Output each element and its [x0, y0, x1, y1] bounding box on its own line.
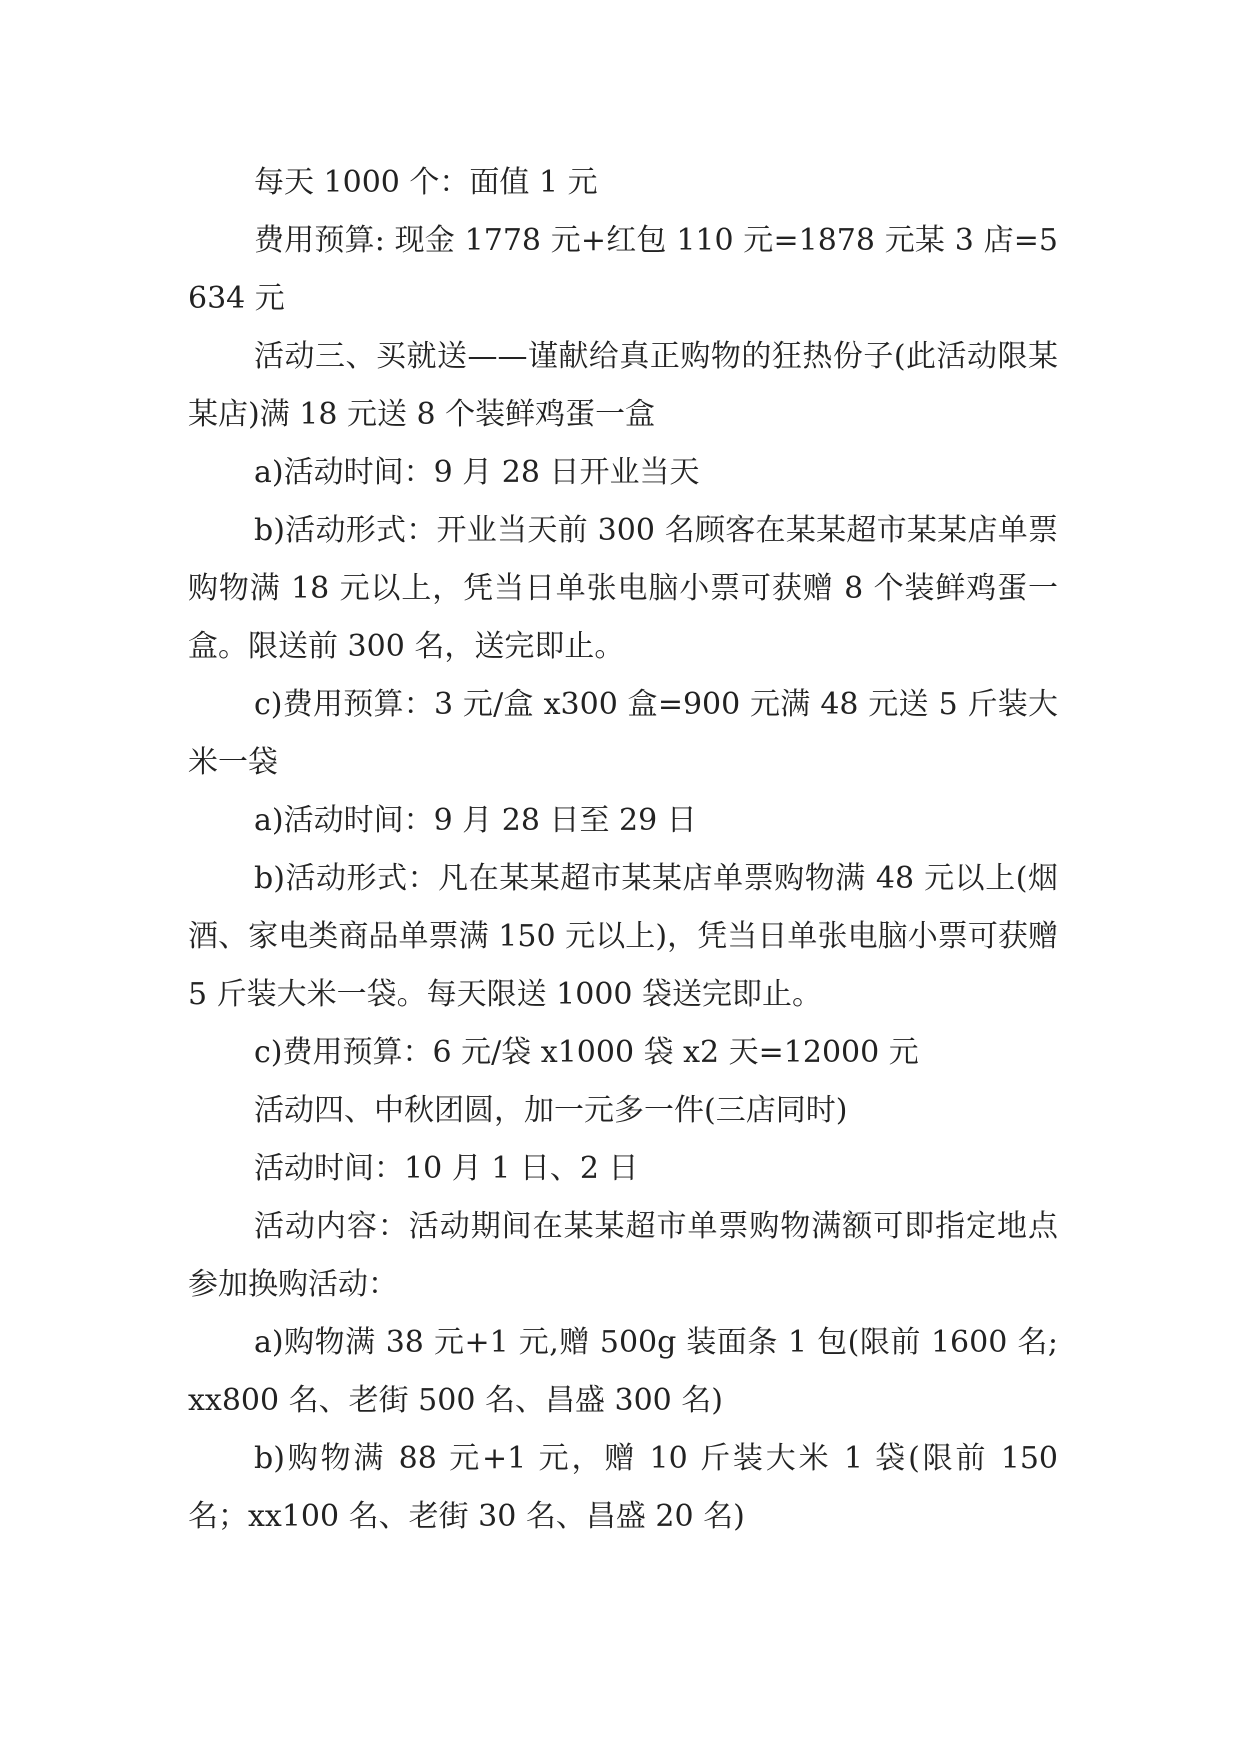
paragraph: b)活动形式：凡在某某超市某某店单票购物满 48 元以上(烟酒、家电类商品单票满 150 元以上)，凭当日单张电脑小票可获赠 5 斤装大米一袋。每天限送 1000 袋送完即止。 — [188, 861, 1058, 1012]
paragraph: 活动三、买就送——谨献给真正购物的狂热份子(此活动限某某店)满 18 元送 8 个装鲜鸡蛋一盒 — [188, 339, 1058, 432]
paragraph: 活动时间：10 月 1 日、2 日 — [254, 1151, 639, 1186]
paragraph: 每天 1000 个：面值 1 元 — [254, 165, 598, 200]
paragraph: c)费用预算：6 元/袋 x1000 袋 x2 天=12000 元 — [254, 1035, 919, 1070]
paragraph: a)活动时间：9 月 28 日开业当天 — [254, 455, 700, 490]
paragraph: a)活动时间：9 月 28 日至 29 日 — [254, 803, 697, 838]
paragraph: b)活动形式：开业当天前 300 名顾客在某某超市某某店单票购物满 18 元以上，凭当日单张电脑小票可获赠 8 个装鲜鸡蛋一盒。限送前 300 名，送完即止。 — [188, 513, 1058, 664]
paragraph: c)费用预算：3 元/盒 x300 盒=900 元满 48 元送 5 斤装大米一袋 — [188, 687, 1058, 780]
paragraph: 费用预算: 现金 1778 元+红包 110 元=1878 元某 3 店=5634 元 — [188, 223, 1058, 316]
paragraph: 活动四、中秋团圆，加一元多一件(三店同时) — [254, 1093, 848, 1128]
paragraph: a)购物满 38 元+1 元,赠 500g 装面条 1 包(限前 1600 名;xx800 名、老街 500 名、昌盛 300 名) — [188, 1325, 1058, 1418]
paragraph: 活动内容：活动期间在某某超市单票购物满额可即指定地点参加换购活动： — [188, 1209, 1058, 1302]
paragraph: b)购物满 88 元+1 元，赠 10 斤装大米 1 袋(限前 150 名；xx100 名、老街 30 名、昌盛 20 名) — [188, 1441, 1058, 1534]
document-body — [188, 154, 1058, 1546]
